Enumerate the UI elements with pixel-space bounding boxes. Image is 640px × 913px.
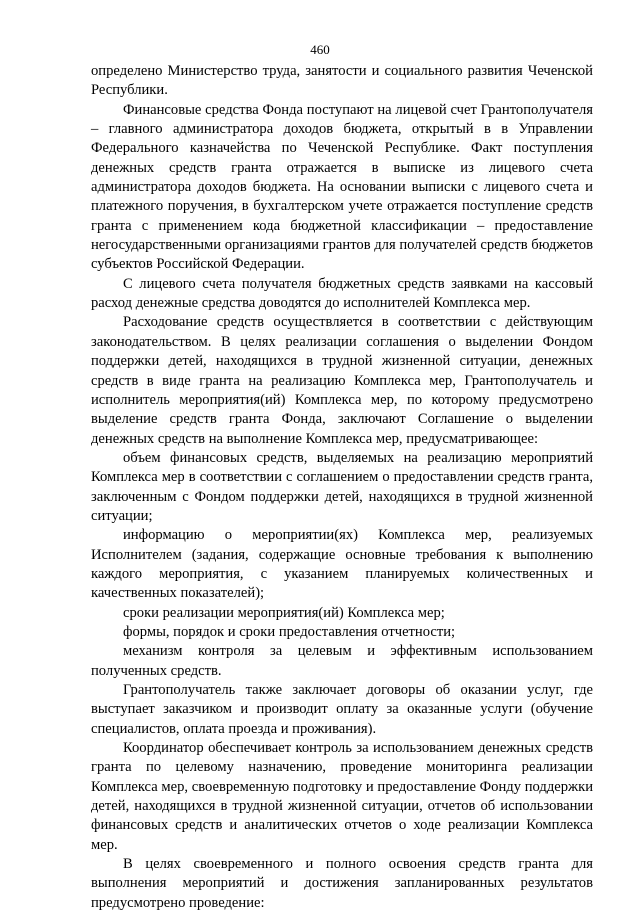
body-paragraph: Финансовые средства Фонда поступают на лицевой счет Грантополучателя – главного администратора доходов бюджета, открытый в в Управлении Федерального казначейства по Чеченской Республике. Факт поступления денежных средств гранта отражается в выписке из лицевого счета администратора доходов бюджета. На основании выписки с лицевого счета и платежного поручения, в бухгалтерском учете отражается поступление средств гранта с применением кода бюджетной классификации – предоставление негосударственными организациями грантов для получателей средств бюджетов субъектов Российской Федерации. <box>91 101 593 273</box>
body-paragraph: определено Министерство труда, занятости и социального развития Чеченской Республики. <box>91 63 593 99</box>
body-paragraph: С лицевого счета получателя бюджетных средств заявками на кассовый расход денежные средства доводятся до исполнителей Комплекса мер. <box>91 275 593 312</box>
page-number: 460 <box>310 42 330 57</box>
body-paragraph: формы, порядок и сроки предоставления отчетности; <box>123 623 456 640</box>
body-paragraph: Координатор обеспечивает контроль за использованием денежных средств гранта по целевому назначению, проведение мониторинга реализации Комплекса мер, своевременную подготовку и предоставление Фонду поддержки детей, находящихся в трудной жизненной ситуации, отчетов об использовании финансовых средств и аналитических отчетов о ходе реализации Комплекса мер. <box>91 740 593 853</box>
body-paragraph: сроки реализации мероприятия(ий) Комплекса мер; <box>123 604 445 621</box>
body-paragraph: механизм контроля за целевым и эффективным использованием полученных средств. <box>91 643 593 679</box>
document-body <box>91 62 593 913</box>
body-paragraph: Расходование средств осуществляется в соответствии с действующим законодательством. В целях реализации соглашения о выделении Фондом поддержки детей, находящихся в трудной жизненной ситуации, денежных средств в виде гранта на реализацию Комплекса мер, Грантополучатель и исполнитель мероприятия(ий) Комплекса мер, по которому предусмотрено выделение средств гранта Фонда, заключают Соглашение о выделении денежных средств на выполнение Комплекса мер, предусматривающее: <box>91 314 593 447</box>
body-paragraph: объем финансовых средств, выделяемых на реализацию мероприятий Комплекса мер в соответствии с соглашением о предоставлении средств гранта, заключенным с Фондом поддержки детей, находящихся в трудной жизненной ситуации; <box>91 449 593 524</box>
body-paragraph: Грантополучатель также заключает договоры об оказании услуг, где выступает заказчиком и производит оплату за оказанные услуги (обучение специалистов, оплата проезда и проживания). <box>91 682 593 737</box>
body-paragraph: В целях своевременного и полного освоения средств гранта для выполнения мероприятий и достижения запланированных результатов предусмотрено проведение: <box>91 856 593 911</box>
body-paragraph: информацию о мероприятии(ях) Комплекса мер, реализуемых Исполнителем (задания, содержащие основные требования к выполнению каждого мероприятия, с указанием планируемых количественных и качественных показателей); <box>91 527 593 602</box>
